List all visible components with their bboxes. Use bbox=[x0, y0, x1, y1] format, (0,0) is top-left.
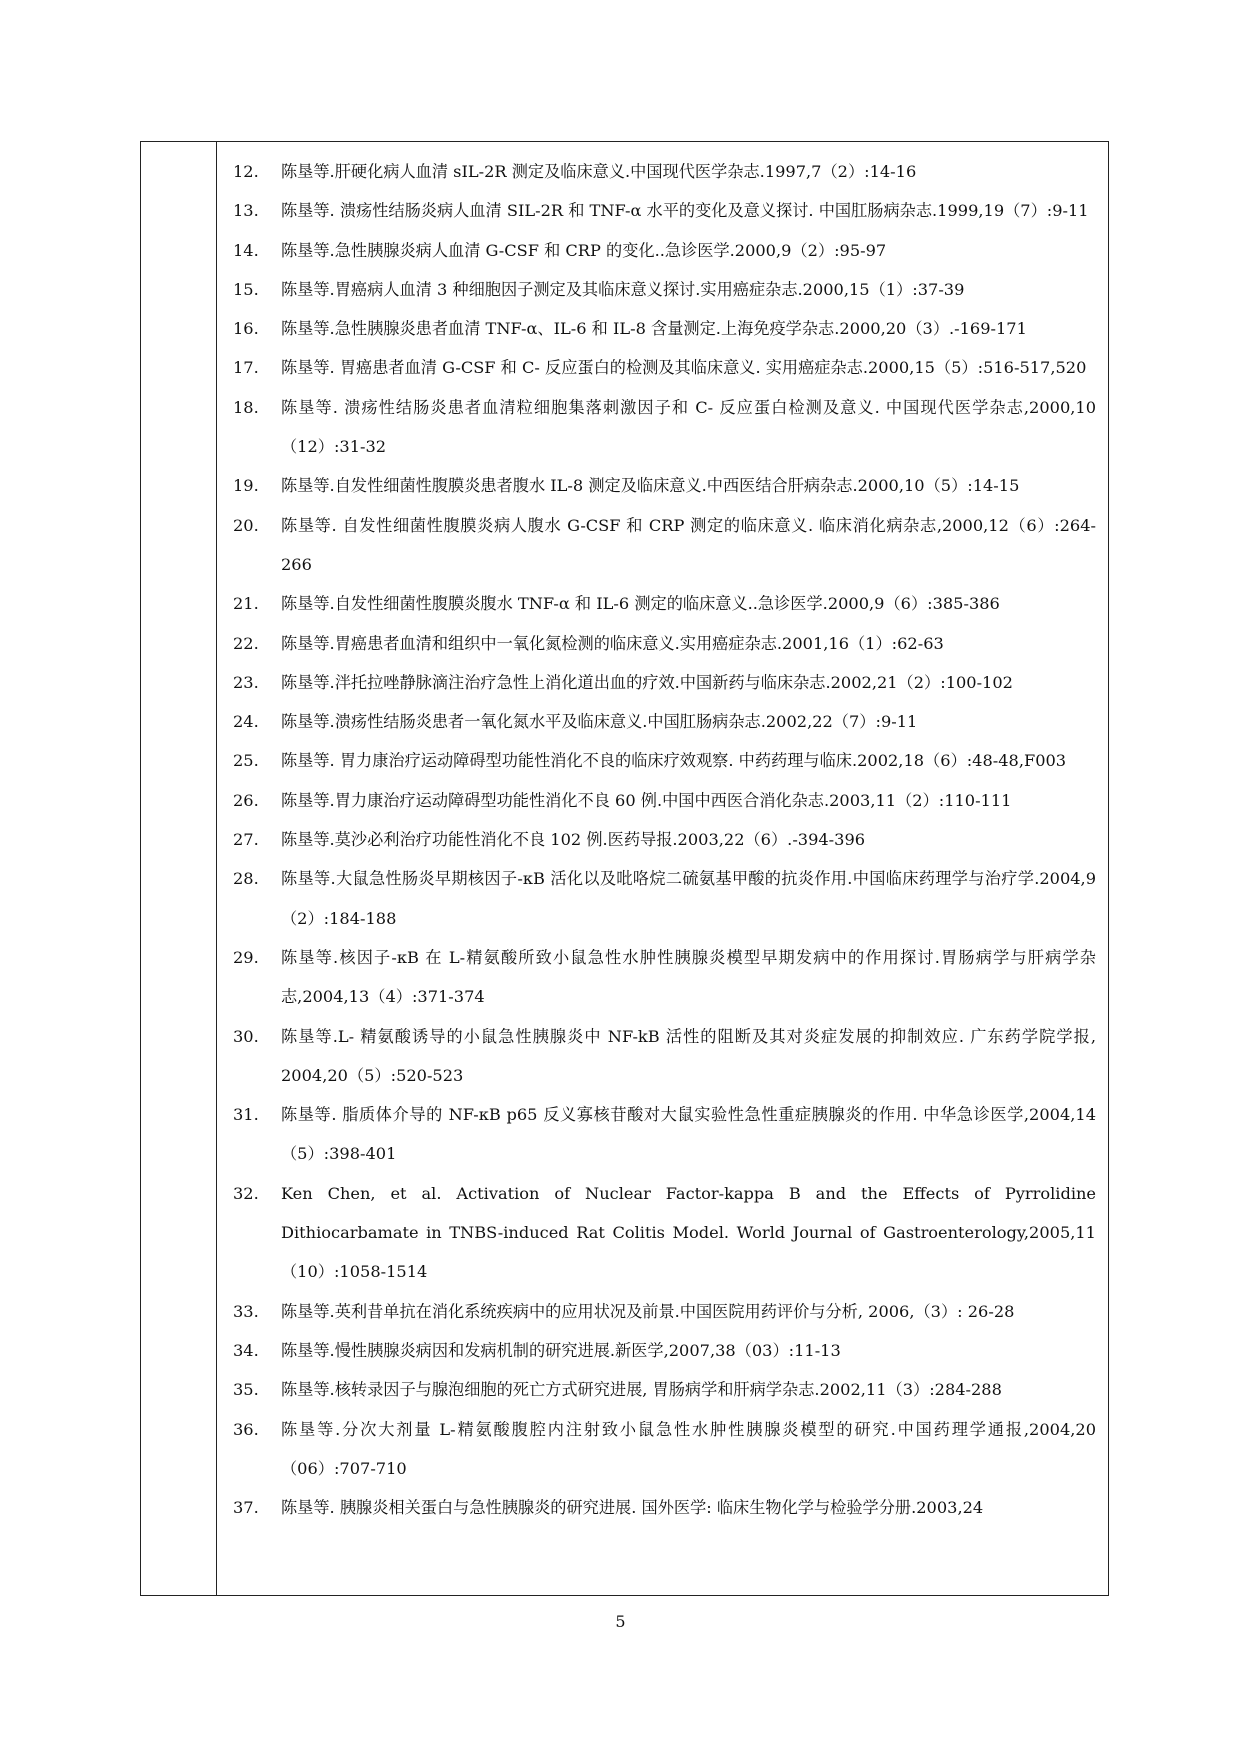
reference-text: 陈垦等.自发性细菌性腹膜炎腹水 TNF-α 和 IL-6 测定的临床意义..急诊医学.2000,9（6）:385-386 bbox=[281, 594, 1000, 614]
reference-number: 14. bbox=[233, 240, 259, 260]
reference-item bbox=[226, 820, 1096, 859]
table-frame bbox=[140, 141, 1109, 1596]
reference-item bbox=[226, 741, 1096, 780]
reference-number: 28. bbox=[233, 869, 259, 889]
reference-item bbox=[226, 1331, 1096, 1370]
reference-item bbox=[226, 1410, 1096, 1489]
reference-text: 陈垦等.溃疡性结肠炎患者一氧化氮水平及临床意义.中国肛肠病杂志.2002,22（7）:9-11 bbox=[281, 712, 918, 732]
reference-number: 32. bbox=[233, 1183, 259, 1203]
reference-number: 31. bbox=[233, 1105, 259, 1125]
reference-number: 35. bbox=[233, 1380, 259, 1400]
reference-item bbox=[226, 1292, 1096, 1331]
reference-text: 陈垦等.核转录因子与腺泡细胞的死亡方式研究进展, 胃肠病学和肝病学杂志.2002,11（3）:284-288 bbox=[281, 1380, 1002, 1400]
reference-text: 陈垦等.急性胰腺炎患者血清 TNF-α、IL-6 和 IL-8 含量测定.上海免疫学杂志.2000,20（3）.-169-171 bbox=[281, 319, 1027, 339]
reference-number: 23. bbox=[233, 672, 259, 692]
reference-text: 陈垦等. 溃疡性结肠炎病人血清 SIL-2R 和 TNF-α 水平的变化及意义探讨. 中国肛肠病杂志.1999,19（7）:9-11 bbox=[281, 201, 1089, 221]
reference-text: Ken Chen, et al. Activation of Nuclear Factor-kappa B and the Effects of Pyrrolidine Dithiocarbamate in TNBS-induced Rat Colitis Model. World Journal of Gastroenterology,2005,11（10）:1058-1514 bbox=[281, 1183, 1096, 1282]
reference-text: 陈垦等.英利昔单抗在消化系统疾病中的应用状况及前景.中国医院用药评价与分析, 2006,（3）: 26-28 bbox=[281, 1301, 1015, 1321]
reference-number: 15. bbox=[233, 279, 259, 299]
reference-number: 18. bbox=[233, 397, 259, 417]
reference-text: 陈垦等. 胃癌患者血清 G-CSF 和 C- 反应蛋白的检测及其临床意义. 实用癌症杂志.2000,15（5）:516-517,520 bbox=[281, 358, 1087, 378]
reference-text: 陈垦等. 脂质体介导的 NF-κB p65 反义寡核苷酸对大鼠实验性急性重症胰腺炎的作用. 中华急诊医学,2004,14（5）:398-401 bbox=[281, 1105, 1096, 1164]
reference-text: 陈垦等.分次大剂量 L-精氨酸腹腔内注射致小鼠急性水肿性胰腺炎模型的研究.中国药理学通报,2004,20（06）:707-710 bbox=[281, 1419, 1096, 1478]
reference-text: 陈垦等. 溃疡性结肠炎患者血清粒细胞集落刺激因子和 C- 反应蛋白检测及意义. 中国现代医学杂志,2000,10（12）:31-32 bbox=[281, 397, 1096, 457]
reference-item bbox=[226, 859, 1096, 938]
reference-item bbox=[226, 231, 1096, 270]
reference-item bbox=[226, 348, 1096, 387]
reference-list bbox=[226, 152, 1096, 1527]
reference-number: 27. bbox=[233, 830, 259, 850]
column-divider bbox=[216, 142, 217, 1595]
reference-text: 陈垦等.L- 精氨酸诱导的小鼠急性胰腺炎中 NF-kB 活性的阻断及其对炎症发展的抑制效应. 广东药学院学报, 2004,20（5）:520-523 bbox=[281, 1026, 1096, 1085]
reference-text: 陈垦等.泮托拉唑静脉滴注治疗急性上消化道出血的疗效.中国新药与临床杂志.2002,21（2）:100-102 bbox=[281, 672, 1013, 692]
reference-item bbox=[226, 388, 1096, 467]
reference-item bbox=[226, 1095, 1096, 1174]
reference-number: 12. bbox=[233, 162, 259, 181]
reference-item bbox=[226, 270, 1096, 309]
reference-item bbox=[226, 702, 1096, 741]
reference-number: 21. bbox=[233, 594, 259, 614]
reference-item bbox=[226, 506, 1096, 585]
reference-text: 陈垦等.急性胰腺炎病人血清 G-CSF 和 CRP 的变化..急诊医学.2000,9（2）:95-97 bbox=[281, 240, 887, 260]
reference-item bbox=[226, 1017, 1096, 1096]
reference-item bbox=[226, 1488, 1096, 1527]
reference-item bbox=[226, 584, 1096, 623]
reference-number: 26. bbox=[233, 790, 259, 810]
reference-text: 陈垦等.肝硬化病人血清 sIL-2R 测定及临床意义.中国现代医学杂志.1997,7（2）:14-16 bbox=[281, 162, 917, 181]
reference-number: 24. bbox=[233, 712, 259, 732]
reference-number: 30. bbox=[233, 1026, 259, 1046]
reference-text: 陈垦等.慢性胰腺炎病因和发病机制的研究进展.新医学,2007,38（03）:11-13 bbox=[281, 1340, 841, 1360]
reference-text: 陈垦等.胃力康治疗运动障碍型功能性消化不良 60 例.中国中西医合消化杂志.2003,11（2）:110-111 bbox=[281, 790, 1012, 810]
reference-item bbox=[226, 152, 1096, 191]
reference-item bbox=[226, 191, 1096, 230]
reference-number: 16. bbox=[233, 319, 259, 339]
reference-text: 陈垦等.自发性细菌性腹膜炎患者腹水 IL-8 测定及临床意义.中西医结合肝病杂志.2000,10（5）:14-15 bbox=[281, 476, 1020, 496]
reference-number: 19. bbox=[233, 476, 259, 496]
reference-number: 20. bbox=[233, 515, 259, 535]
reference-number: 37. bbox=[233, 1498, 259, 1518]
reference-item bbox=[226, 466, 1096, 505]
reference-number: 33. bbox=[233, 1301, 259, 1321]
reference-text: 陈垦等.莫沙必利治疗功能性消化不良 102 例.医药导报.2003,22（6）.-394-396 bbox=[281, 830, 866, 850]
reference-item bbox=[226, 1174, 1096, 1292]
reference-text: 陈垦等.核因子-κB 在 L-精氨酸所致小鼠急性水肿性胰腺炎模型早期发病中的作用探讨.胃肠病学与肝病学杂志,2004,13（4）:371-374 bbox=[281, 947, 1096, 1007]
reference-number: 36. bbox=[233, 1419, 259, 1439]
reference-number: 34. bbox=[233, 1340, 259, 1360]
reference-item bbox=[226, 624, 1096, 663]
reference-item bbox=[226, 938, 1096, 1017]
reference-text: 陈垦等.大鼠急性肠炎早期核因子-κB 活化以及吡咯烷二硫氨基甲酸的抗炎作用.中国临床药理学与治疗学.2004,9（2）:184-188 bbox=[281, 869, 1096, 928]
page-number: 5 bbox=[615, 1612, 626, 1631]
reference-number: 17. bbox=[233, 358, 259, 378]
reference-number: 13. bbox=[233, 201, 259, 221]
reference-number: 22. bbox=[233, 633, 259, 653]
reference-text: 陈垦等. 胃力康治疗运动障碍型功能性消化不良的临床疗效观察. 中药药理与临床.2002,18（6）:48-48,F003 bbox=[281, 751, 1067, 771]
reference-text: 陈垦等. 胰腺炎相关蛋白与急性胰腺炎的研究进展. 国外医学: 临床生物化学与检验学分册.2003,24 bbox=[281, 1498, 984, 1518]
reference-text: 陈垦等. 自发性细菌性腹膜炎病人腹水 G-CSF 和 CRP 测定的临床意义. 临床消化病杂志,2000,12（6）:264-266 bbox=[281, 515, 1096, 574]
reference-item bbox=[226, 1370, 1096, 1409]
reference-text: 陈垦等.胃癌病人血清 3 种细胞因子测定及其临床意义探讨.实用癌症杂志.2000,15（1）:37-39 bbox=[281, 279, 965, 299]
reference-item bbox=[226, 309, 1096, 348]
reference-item bbox=[226, 663, 1096, 702]
reference-number: 25. bbox=[233, 751, 259, 771]
reference-text: 陈垦等.胃癌患者血清和组织中一氧化氮检测的临床意义.实用癌症杂志.2001,16（1）:62-63 bbox=[281, 633, 944, 653]
reference-item bbox=[226, 781, 1096, 820]
reference-number: 29. bbox=[233, 947, 259, 967]
